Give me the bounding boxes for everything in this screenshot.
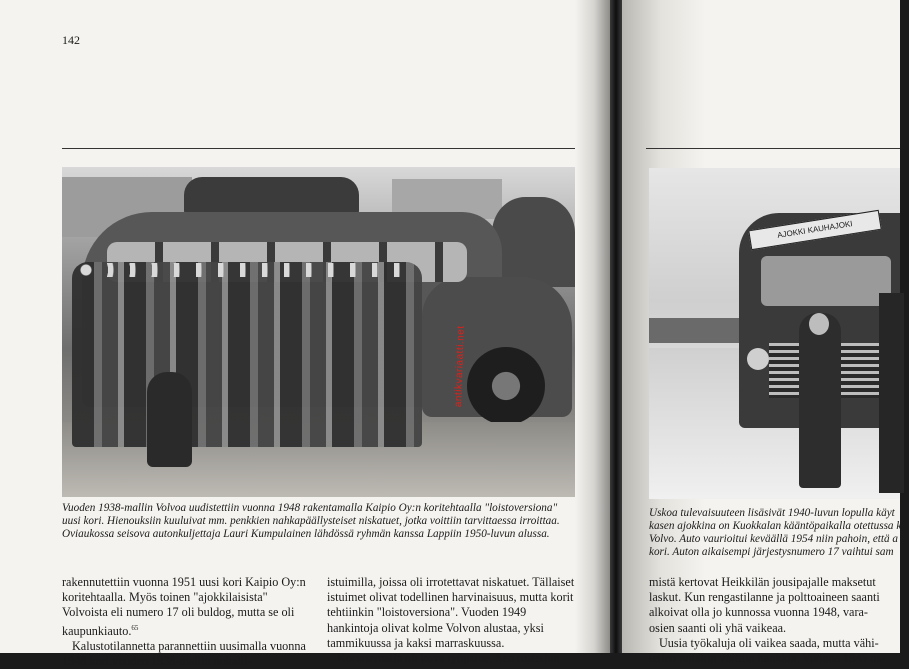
photo-crowd — [72, 262, 422, 447]
col1-paragraph-1: rakennutettiin vuonna 1951 uusi kori Kaipio Oy:n koritehtaalla. Myös toinen "ajokkilaisista" Volvoista eli numero 17 oli buldog, mutta se oli kaupunkiauto. — [62, 575, 306, 638]
body-line: alkoivat olla jo kunnossa vuonna 1948, vara- — [649, 605, 868, 620]
footnote-ref: 65 — [131, 623, 139, 632]
header-rule — [62, 148, 575, 149]
photo-caption-right — [649, 507, 909, 559]
photo-headlight — [747, 348, 769, 370]
bus-driver-photo — [649, 168, 900, 499]
body-column-1 — [62, 575, 308, 669]
header-rule-right — [646, 148, 900, 149]
page-gutter-shadow — [575, 0, 610, 653]
right-page — [622, 0, 902, 666]
photo-bus-wheel — [467, 347, 545, 425]
book-spine-gap — [610, 0, 622, 653]
photo-faces — [76, 263, 416, 277]
bus-group-photo — [62, 167, 575, 497]
photo-second-person — [879, 293, 904, 493]
body-line: Uusia työkaluja oli vaikea saada, mutta vähi- — [659, 635, 879, 650]
photo-bus-sign: AJOKKI KAUHAJOKI — [748, 210, 882, 250]
body-column-3 — [649, 575, 909, 666]
body-line: osien saanti oli yhä vaikeaa. — [649, 620, 787, 635]
caption-line: Volvo. Auto vaurioitui keväällä 1954 niin pahoin, että a — [649, 533, 898, 545]
photo-driver-face — [809, 313, 829, 335]
page-number: 142 — [62, 33, 80, 47]
photo-roof-luggage — [184, 177, 359, 215]
body-line: mistä kertovat Heikkilän jousipajalle maksetut — [649, 575, 876, 589]
body-line: tellen niitäkin voittiin hankkia. Vuonna 1945 os- — [649, 651, 886, 666]
caption-line: kasen ajokkina on Kuokkalan kääntöpaikalla otettussa k — [649, 520, 902, 532]
caption-line: kori. Auton aikaisempi järjestysnumero 17 vaihtui sam — [649, 546, 894, 558]
caption-line: Uskoa tulevaisuuteen lisäsivät 1940-luvun lopulla käyt — [649, 507, 895, 519]
col2-paragraph-1: istuimilla, joissa oli irrotettavat niskatuet. Tällaiset istuimet olivat todellinen harvinaisuus, mutta korit tehtiinkin "loistoversiona". Vuoden 1949 hankintoja olivat kolme Volvon alustaa, yksi tammikuussa ja kaksi marraskuussa. — [327, 575, 575, 650]
photo-trees — [492, 197, 575, 287]
watermark-text: antikvariaatti.net — [453, 325, 467, 408]
body-column-2 — [327, 575, 577, 666]
photo-caption: Vuoden 1938-mallin Volvoa uudistettiin vuonna 1948 rakentamalla Kaipio Oy:n koritehtaalla "loistoversiona" uusi kori. Hienouksiin kuuluivat mm. penkkien nahkapäällysteiset niskatuet, jotka voittiin tarvittaessa irroittaa. Oviaukossa seisova autonkuljettaja Lauri Kumpulainen lähdössä ryhmän kanssa Lappiin 1950-luvun alussa. — [62, 502, 560, 540]
col1-paragraph-2: Kalustotilannetta parannettiin uusimalla vuonna 1948 kori vuoden 1938-mallin nokalli- — [62, 638, 306, 669]
photo-bus-windshield — [761, 256, 891, 306]
photo-driver — [799, 313, 841, 488]
body-line: laskut. Kun rengastilanne ja polttoaineen saanti — [649, 590, 880, 605]
photo-dog — [147, 372, 192, 467]
col2-paragraph-2: Koriasemalla oli kova työpaine. Sen rosteilun — [337, 651, 560, 666]
